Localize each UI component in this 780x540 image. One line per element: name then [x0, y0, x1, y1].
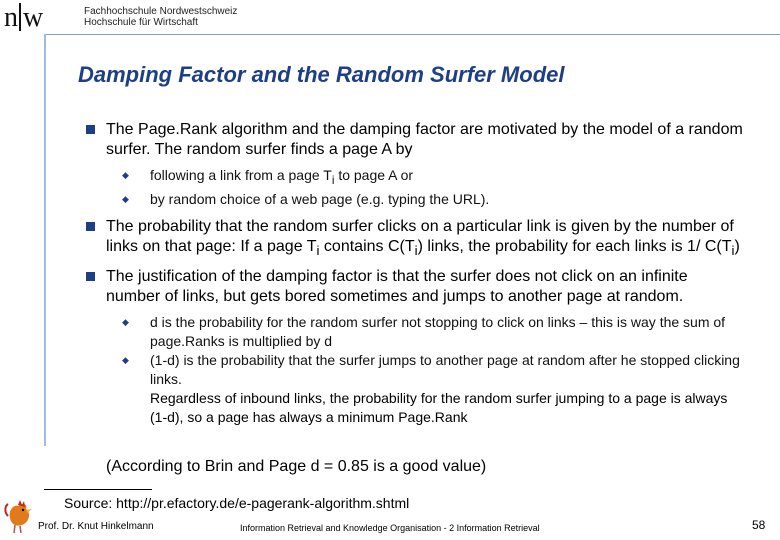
- square-bullet-icon: [86, 125, 95, 134]
- source-citation: Source: http://pr.efactory.de/e-pagerank-algorithm.shtml: [64, 495, 410, 511]
- logo-letter-n: n: [4, 2, 17, 33]
- bullet-3-subitems: [86, 313, 746, 427]
- logo-line-1: Fachhochschule Nordwestschweiz: [84, 6, 238, 17]
- logo-text: [84, 6, 237, 28]
- diamond-bullet-icon: ◆: [122, 316, 129, 327]
- logo-line-2: Hochschule für Wirtschaft: [84, 17, 198, 28]
- slide-content: [86, 120, 746, 435]
- sub-bullet-text: (1-d) is the probability that the surfer jumps to another page at random after he stopped clicking links.: [150, 351, 740, 387]
- subscript: i: [331, 173, 335, 187]
- sub-bullet: [86, 313, 746, 351]
- sub-bullet-text: following a link from a page T: [150, 167, 332, 183]
- diamond-bullet-icon: ◆: [122, 354, 129, 365]
- bullet-3: [86, 267, 746, 307]
- footer-author: Prof. Dr. Knut Hinkelmann: [38, 521, 154, 532]
- bullet-3-text: The justification of the damping factor is that the surfer does not click on an infinite number of links, but gets bored sometimes and jumps to another page at random.: [106, 267, 688, 305]
- footer-course: Information Retrieval and Knowledge Organisation - 2 Information Retrieval: [240, 523, 540, 533]
- sub-bullet: [86, 190, 746, 209]
- sub-bullet-text: by random choice of a web page (e.g. typing the URL).: [150, 190, 490, 207]
- subscript: i: [414, 242, 418, 258]
- page-number: 58: [752, 518, 766, 532]
- slide-title: Damping Factor and the Random Surfer Model: [78, 62, 565, 87]
- bullet-2-text: ): [734, 237, 740, 255]
- fhnw-logo-mark: [4, 2, 42, 34]
- bullet-2-text: ) links, the probability for each links is 1/ C(T: [417, 237, 732, 255]
- sub-bullet-text: d is the probability for the random surfer not stopping to click on links – this is way the sum of page.Ranks is multiplied by d: [150, 313, 726, 349]
- sub-bullet-text: to page A or: [334, 167, 414, 183]
- bullet-1-text: The Page.Rank algorithm and the damping factor are motivated by the model of a random surfer. The random surfer finds a page A by: [106, 121, 743, 158]
- footnote-rule: [44, 489, 152, 490]
- bullet-2-text: The probability that the random surfer clicks on a particular link is given by the number of links on that page: If a page T: [106, 217, 734, 255]
- subscript: i: [731, 242, 735, 258]
- bullet-2-text: contains C(T: [319, 237, 415, 255]
- header-rule: [44, 34, 780, 35]
- sub-bullet: [86, 351, 746, 389]
- damping-value-note: (According to Brin and Page d = 0.85 is a good value): [106, 458, 487, 475]
- diamond-bullet-icon: ◆: [122, 193, 129, 204]
- bullet-1: [86, 120, 746, 160]
- rooster-icon: [2, 496, 36, 536]
- diamond-bullet-icon: ◆: [122, 170, 129, 180]
- logo-letter-w: w: [23, 2, 43, 33]
- bullet-1-subitems: [86, 166, 746, 209]
- sub-bullet-continuation: Regardless of inbound links, the probability for the random surfer jumping to a page is always (1-d), so a page has always a minimum Page.Rank: [150, 389, 728, 425]
- subscript: i: [316, 242, 320, 258]
- square-bullet-icon: [86, 222, 95, 231]
- logo-divider: [19, 3, 21, 31]
- left-accent-rule: [44, 34, 46, 446]
- sub-bullet: [86, 166, 746, 190]
- bullet-2: [86, 217, 746, 261]
- square-bullet-icon: [86, 272, 95, 281]
